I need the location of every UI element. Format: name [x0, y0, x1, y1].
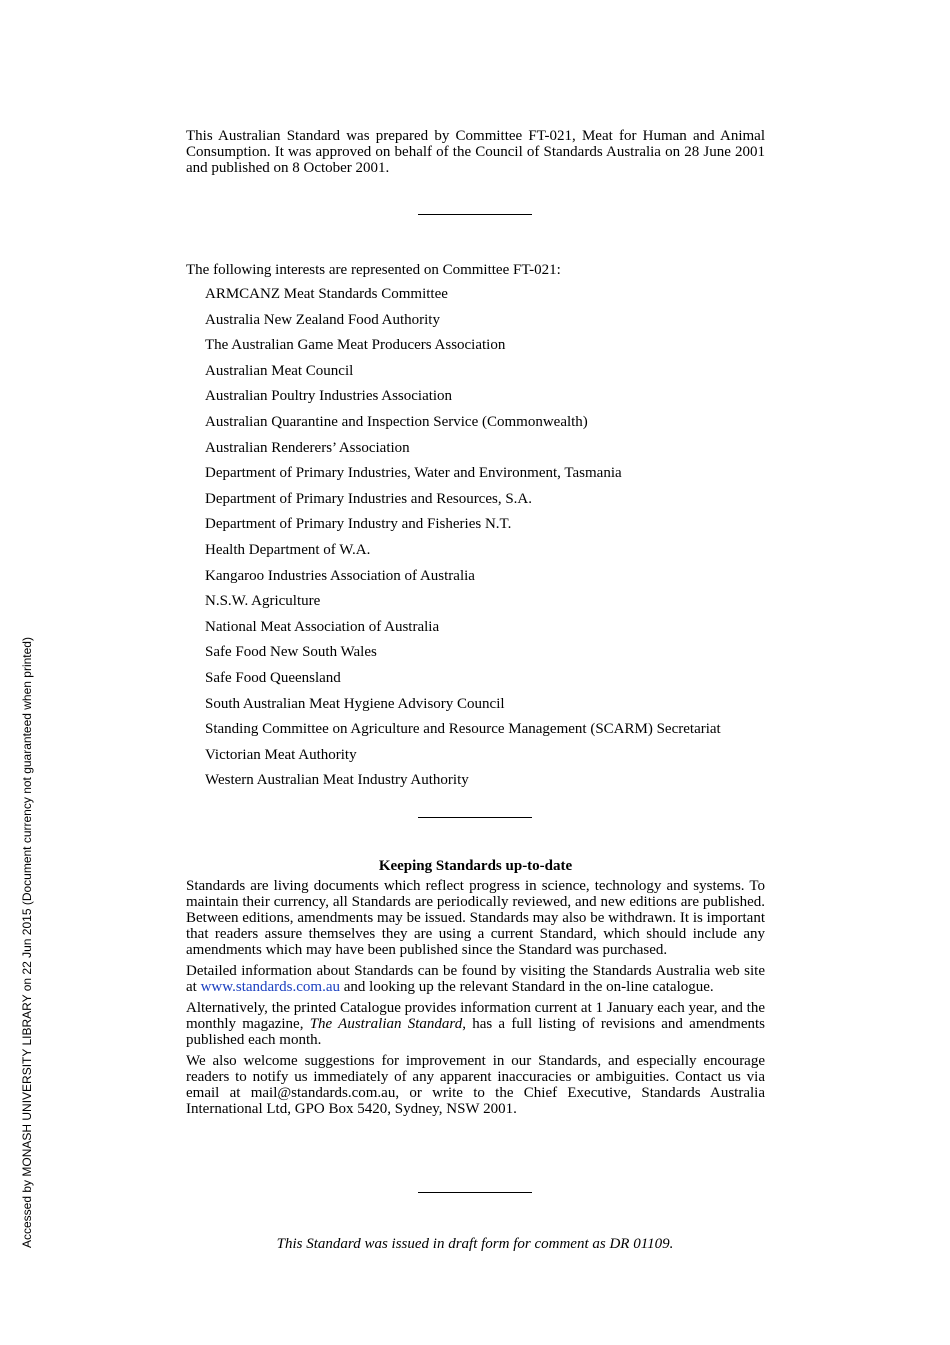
- section-divider: [418, 1192, 532, 1193]
- paragraph-text: , has a full listing of revisions and amendments published each month.: [186, 1016, 765, 1048]
- committee-member: Safe Food New South Wales: [205, 644, 377, 661]
- committee-member: ARMCANZ Meat Standards Committee: [205, 286, 448, 302]
- paragraph-catalogue: [186, 1000, 765, 1048]
- committee-member: Australian Quarantine and Inspection Service (Commonwealth): [205, 413, 588, 430]
- keeping-up-to-date-section: [186, 857, 765, 1122]
- committee-member: Australia New Zealand Food Authority: [205, 311, 440, 328]
- magazine-title: The Australian Standard: [309, 1016, 463, 1032]
- section-divider: [418, 214, 532, 215]
- committee-member: South Australian Meat Hygiene Advisory Council: [205, 695, 505, 712]
- committee-member: Victorian Meat Authority: [205, 746, 357, 763]
- committee-member: Health Department of W.A.: [205, 541, 371, 558]
- committee-intro: The following interests are represented on Committee FT-021:: [186, 262, 561, 278]
- committee-member: Australian Renderers’ Association: [205, 439, 410, 456]
- committee-member: Safe Food Queensland: [205, 669, 341, 686]
- paragraph-web-site: [186, 963, 765, 995]
- committee-member: The Australian Game Meat Producers Association: [205, 337, 506, 354]
- draft-footer-note: This Standard was issued in draft form for comment as DR 01109.: [276, 1236, 674, 1252]
- committee-member: Department of Primary Industry and Fisheries N.T.: [205, 516, 512, 533]
- paragraph-suggestions: We also welcome suggestions for improvement in our Standards, and especially encourage readers to notify us immediately of any apparent inaccuracies or ambiguities. Contact us via email at mail@standards.com.au, or write to the Chief Executive, Standards Australia International Ltd, GPO Box 5420, Sydney, NSW 2001.: [186, 1053, 765, 1117]
- committee-member: Department of Primary Industries and Resources, S.A.: [205, 490, 533, 507]
- committee-member: N.S.W. Agriculture: [205, 593, 321, 610]
- section-divider: [418, 817, 532, 818]
- standards-website-link[interactable]: www.standards.com.au: [200, 979, 340, 995]
- committee-member: Australian Meat Council: [205, 362, 354, 379]
- committee-member: National Meat Association of Australia: [205, 618, 440, 635]
- committee-member: Western Australian Meat Industry Authority: [205, 772, 469, 789]
- paragraph-text: Alternatively, the printed Catalogue provides information current at 1 January each year, and the monthly magazine,: [186, 1000, 765, 1032]
- committee-member: Standing Committee on Agriculture and Resource Management (SCARM) Secretariat: [205, 721, 721, 738]
- section-heading: Keeping Standards up-to-date: [378, 858, 573, 874]
- paragraph-text: and looking up the relevant Standard in the on-line catalogue.: [340, 979, 714, 995]
- committee-member: Department of Primary Industries, Water and Environment, Tasmania: [205, 465, 622, 482]
- committee-member: Australian Poultry Industries Association: [205, 388, 453, 405]
- paragraph-text: Detailed information about Standards can be found by visiting the Standards Australia web site at: [186, 963, 765, 995]
- committee-member-list: [205, 285, 721, 797]
- sidebar-access-note: Accessed by MONASH UNIVERSITY LIBRARY on 22 Jun 2015 (Document currency not guaranteed when printed): [20, 637, 34, 1248]
- paragraph-living-documents: Standards are living documents which reflect progress in science, technology and systems. To maintain their currency, all Standards are periodically reviewed, and new editions are published. Between editions, amendments may be issued. Standards may also be withdrawn. It is important that readers assure themselves they are using a current Standard, which should include any amendments which may have been published since the Standard was purchased.: [186, 878, 765, 958]
- approval-paragraph: This Australian Standard was prepared by Committee FT-021, Meat for Human and Animal Consumption. It was approved on behalf of the Council of Standards Australia on 28 June 2001 and published on 8 October 2001.: [186, 128, 765, 176]
- committee-member: Kangaroo Industries Association of Australia: [205, 567, 475, 584]
